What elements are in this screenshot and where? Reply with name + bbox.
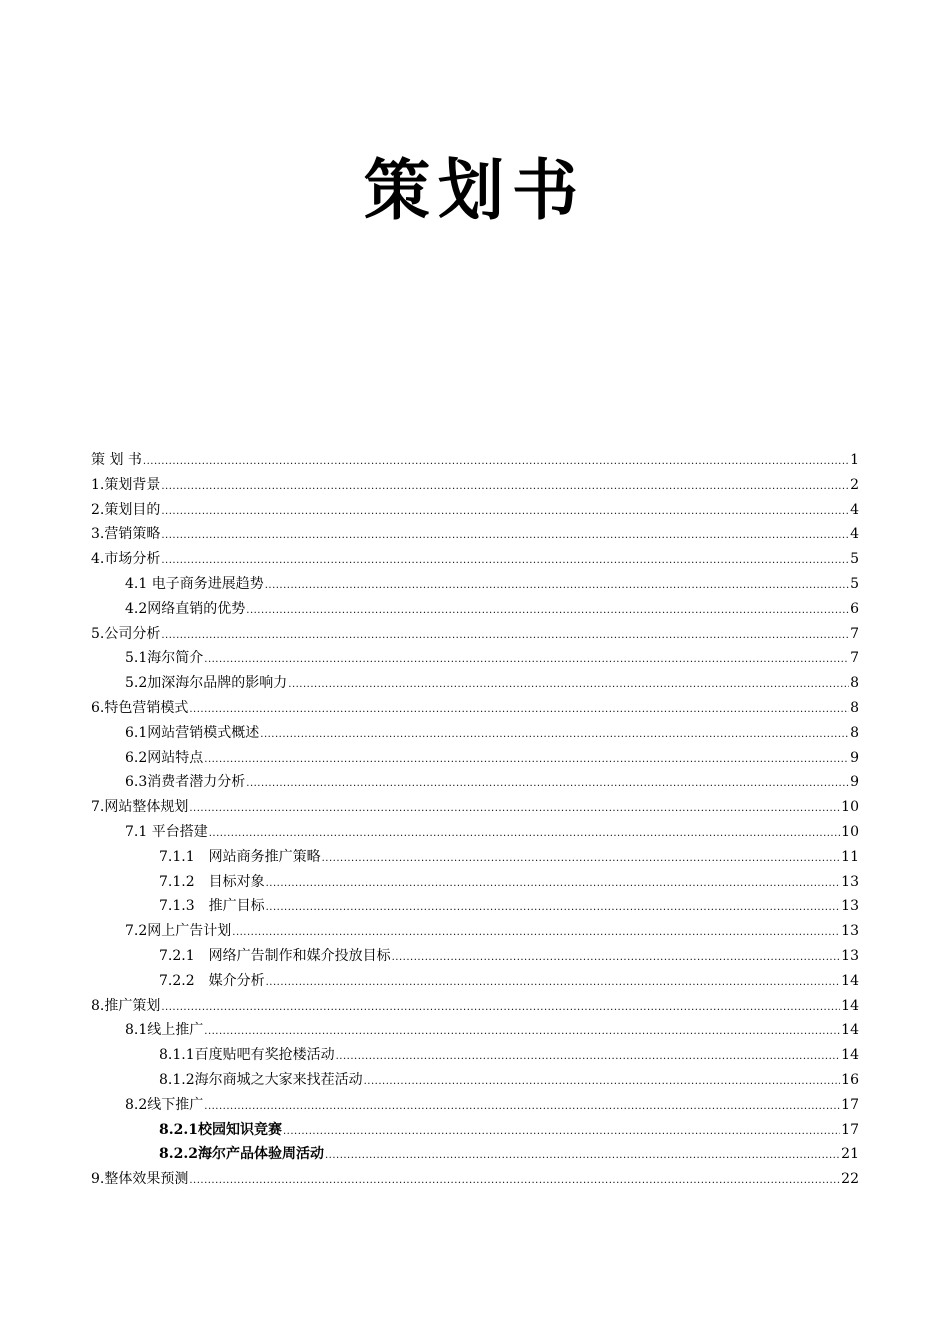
toc-entry-label: 8.1.1百度贴吧有奖抢楼活动: [159, 1047, 335, 1064]
toc-page-number: 1: [850, 452, 859, 468]
toc-page-number: 16: [841, 1071, 859, 1088]
toc-page-number: 17: [841, 1121, 859, 1138]
toc-dot-leader: [189, 698, 849, 723]
page-title: 策划书: [364, 152, 586, 229]
toc-entry[interactable]: [91, 448, 859, 473]
toc-entry-label: 7.1.2 目标对象: [159, 873, 265, 890]
toc-page-number: 13: [841, 873, 859, 890]
toc-page-number: 4: [850, 526, 859, 543]
toc-dot-leader: [283, 1120, 840, 1145]
toc-entry[interactable]: [91, 1142, 859, 1167]
toc-entry[interactable]: [91, 696, 859, 721]
toc-dot-leader: [189, 797, 840, 822]
toc-dot-leader: [143, 450, 849, 475]
toc-entry[interactable]: [91, 1068, 859, 1093]
toc-page-number: 13: [841, 923, 859, 940]
toc-dot-leader: [266, 896, 841, 921]
toc-page-number: 17: [841, 1096, 859, 1113]
toc-entry-label: 6.特色营销模式: [91, 699, 189, 716]
toc-entry-label: 4.市场分析: [91, 551, 161, 568]
toc-page-number: 7: [850, 650, 859, 667]
toc-entry-label: 5.2加深海尔品牌的影响力: [125, 675, 288, 692]
toc-dot-leader: [161, 524, 849, 549]
toc-entry[interactable]: [91, 646, 859, 671]
toc-dot-leader: [161, 996, 840, 1021]
toc-page-number: 2: [850, 476, 859, 493]
toc-entry[interactable]: [91, 498, 859, 523]
toc-entry[interactable]: [91, 870, 859, 895]
toc-entry[interactable]: [91, 547, 859, 572]
toc-entry[interactable]: [91, 894, 859, 919]
toc-entry-label: 8.1.2海尔商城之大家来找茬活动: [159, 1071, 363, 1088]
toc-entry[interactable]: [91, 845, 859, 870]
toc-page-number: 11: [841, 848, 859, 865]
toc-page-number: 14: [841, 972, 859, 989]
toc-entry[interactable]: [91, 1167, 859, 1192]
toc-dot-leader: [189, 1169, 840, 1194]
toc-page-number: 8: [850, 724, 859, 741]
toc-page-number: 8: [850, 675, 859, 692]
toc-page-number: 14: [841, 1022, 859, 1039]
toc-entry[interactable]: [91, 1093, 859, 1118]
toc-entry[interactable]: [91, 1018, 859, 1043]
toc-page-number: 4: [850, 501, 859, 518]
toc-dot-leader: [322, 847, 841, 872]
toc-entry[interactable]: [91, 1043, 859, 1068]
toc-entry-label: 7.1.1 网站商务推广策略: [159, 848, 321, 865]
toc-dot-leader: [161, 500, 849, 525]
toc-page-number: 5: [850, 575, 859, 592]
toc-entry[interactable]: [91, 671, 859, 696]
toc-entry[interactable]: [91, 795, 859, 820]
toc-dot-leader: [392, 946, 841, 971]
toc-entry[interactable]: [91, 969, 859, 994]
toc-entry-label: 2.策划目的: [91, 501, 161, 518]
toc-entry[interactable]: [91, 522, 859, 547]
toc-entry[interactable]: [91, 572, 859, 597]
toc-entry[interactable]: [91, 721, 859, 746]
toc-entry[interactable]: [91, 944, 859, 969]
toc-dot-leader: [246, 599, 849, 624]
toc-page-number: 10: [841, 823, 859, 840]
toc-entry[interactable]: [91, 820, 859, 845]
toc-entry-label: 策 划 书: [91, 452, 142, 468]
toc-entry-label: 6.1网站营销模式概述: [125, 724, 260, 741]
toc-entry-label: 7.2.1 网络广告制作和媒介投放目标: [159, 947, 391, 964]
toc-page-number: 13: [841, 898, 859, 915]
toc-entry[interactable]: [91, 770, 859, 795]
toc-dot-leader: [260, 723, 849, 748]
toc-entry[interactable]: [91, 994, 859, 1019]
toc-dot-leader: [204, 648, 849, 673]
toc-entry-label: 4.2网络直销的优势: [125, 600, 246, 617]
toc-entry[interactable]: [91, 746, 859, 771]
toc-entry-label: 5.公司分析: [91, 625, 161, 642]
toc-entry-label: 7.2.2 媒介分析: [159, 972, 265, 989]
toc-entry-label: 7.网站整体规划: [91, 799, 189, 816]
toc-page-number: 14: [841, 1047, 859, 1064]
toc-page-number: 14: [841, 997, 859, 1014]
toc-entry-label: 8.2.1校园知识竞赛: [159, 1121, 282, 1138]
toc-page-number: 7: [850, 625, 859, 642]
toc-page-number: 6: [850, 600, 859, 617]
toc-entry-label: 4.1 电子商务进展趋势: [125, 575, 264, 592]
toc-entry-label: 7.1 平台搭建: [125, 823, 208, 840]
toc-page-number: 9: [850, 749, 859, 766]
toc-entry-label: 8.1线上推广: [125, 1022, 204, 1039]
toc-dot-leader: [266, 872, 841, 897]
toc-entry-label: 3.营销策略: [91, 526, 161, 543]
toc-page-number: 9: [850, 774, 859, 791]
toc-entry-label: 1.策划背景: [91, 476, 161, 493]
toc-dot-leader: [161, 475, 849, 500]
toc-dot-leader: [161, 549, 849, 574]
toc-dot-leader: [288, 673, 849, 698]
toc-page-number: 5: [850, 551, 859, 568]
toc-page-number: 10: [841, 799, 859, 816]
toc-entry[interactable]: [91, 622, 859, 647]
toc-entry-label: 8.2线下推广: [125, 1096, 204, 1113]
toc-dot-leader: [204, 1020, 840, 1045]
toc-entry-label: 9.整体效果预测: [91, 1171, 189, 1188]
toc-dot-leader: [204, 748, 849, 773]
toc-entry-label: 8.2.2海尔产品体验周活动: [159, 1146, 324, 1163]
toc-dot-leader: [325, 1144, 840, 1169]
toc-dot-leader: [161, 624, 849, 649]
toc-page-number: 21: [841, 1146, 859, 1163]
toc-dot-leader: [232, 921, 840, 946]
toc-dot-leader: [364, 1070, 841, 1095]
toc-dot-leader: [209, 822, 840, 847]
toc-page-number: 22: [841, 1171, 859, 1188]
toc-entry-label: 8.推广策划: [91, 997, 161, 1014]
toc-entry-label: 7.2网上广告计划: [125, 923, 232, 940]
toc-dot-leader: [336, 1045, 841, 1070]
toc-dot-leader: [266, 971, 841, 996]
toc-entry-label: 6.3消费者潜力分析: [125, 774, 246, 791]
toc-page-number: 13: [841, 947, 859, 964]
table-of-contents: [91, 448, 859, 1192]
toc-entry[interactable]: [91, 597, 859, 622]
toc-page-number: 8: [850, 699, 859, 716]
toc-dot-leader: [246, 772, 849, 797]
toc-dot-leader: [265, 574, 849, 599]
toc-entry[interactable]: [91, 473, 859, 498]
toc-entry[interactable]: [91, 919, 859, 944]
toc-entry-label: 5.1海尔简介: [125, 650, 204, 667]
toc-entry-label: 7.1.3 推广目标: [159, 898, 265, 915]
toc-dot-leader: [204, 1095, 840, 1120]
toc-entry[interactable]: [91, 1118, 859, 1143]
toc-entry-label: 6.2网站特点: [125, 749, 204, 766]
